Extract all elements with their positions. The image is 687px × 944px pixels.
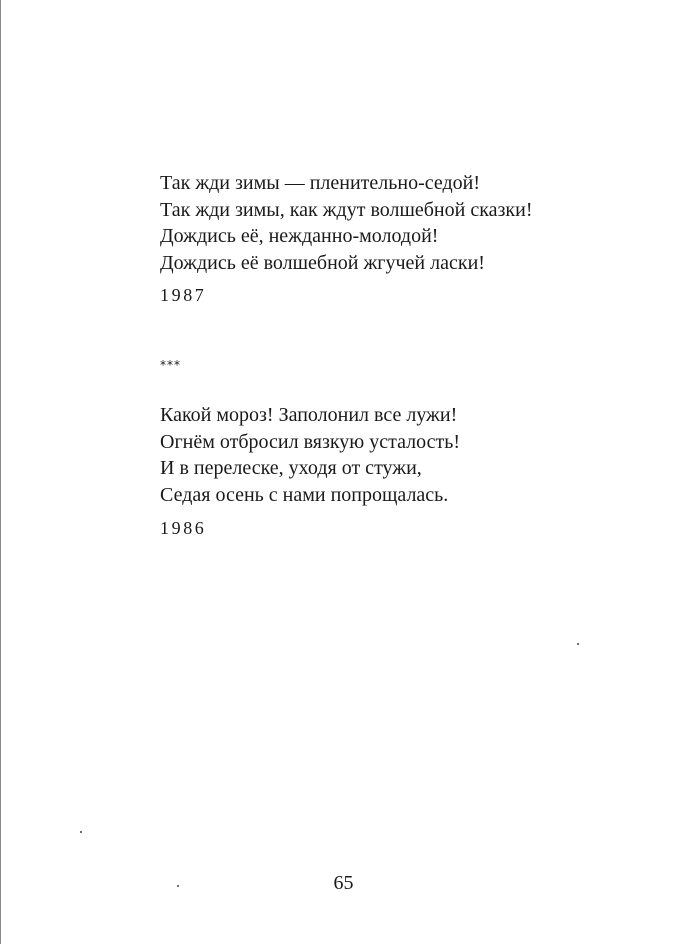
page-number: 65 — [333, 872, 354, 894]
scan-speck — [80, 831, 82, 833]
page-edge — [0, 0, 1, 944]
poem-2-year: 1986 — [160, 518, 207, 538]
poem-2-stanza — [160, 402, 460, 508]
poem-1-year: 1987 — [160, 285, 207, 305]
scan-speck — [577, 643, 579, 645]
poem-1-stanza — [160, 170, 532, 276]
poem-2-line-3: И в перелеске, уходя от стужи, — [160, 457, 422, 479]
poem-1-line-1: Так жди зимы — пленительно-седой! — [160, 172, 481, 194]
poem-2-line-2: Огнём отбросил вязкую усталость! — [160, 430, 461, 453]
poem-1-line-3: Дождись её, нежданно-молодой! — [160, 225, 439, 247]
poem-1-line-4: Дождись её волшебной жгучей ласки! — [160, 251, 485, 274]
poem-1-line-2: Так жди зимы, как ждут волшебной сказки! — [160, 198, 533, 221]
poem-separator: *** — [160, 358, 181, 372]
poem-2-line-1: Какой мороз! Заполонил все лужи! — [160, 404, 458, 426]
scan-speck — [177, 885, 179, 887]
poem-2-line-4: Седая осень с нами попрощалась. — [160, 483, 449, 506]
